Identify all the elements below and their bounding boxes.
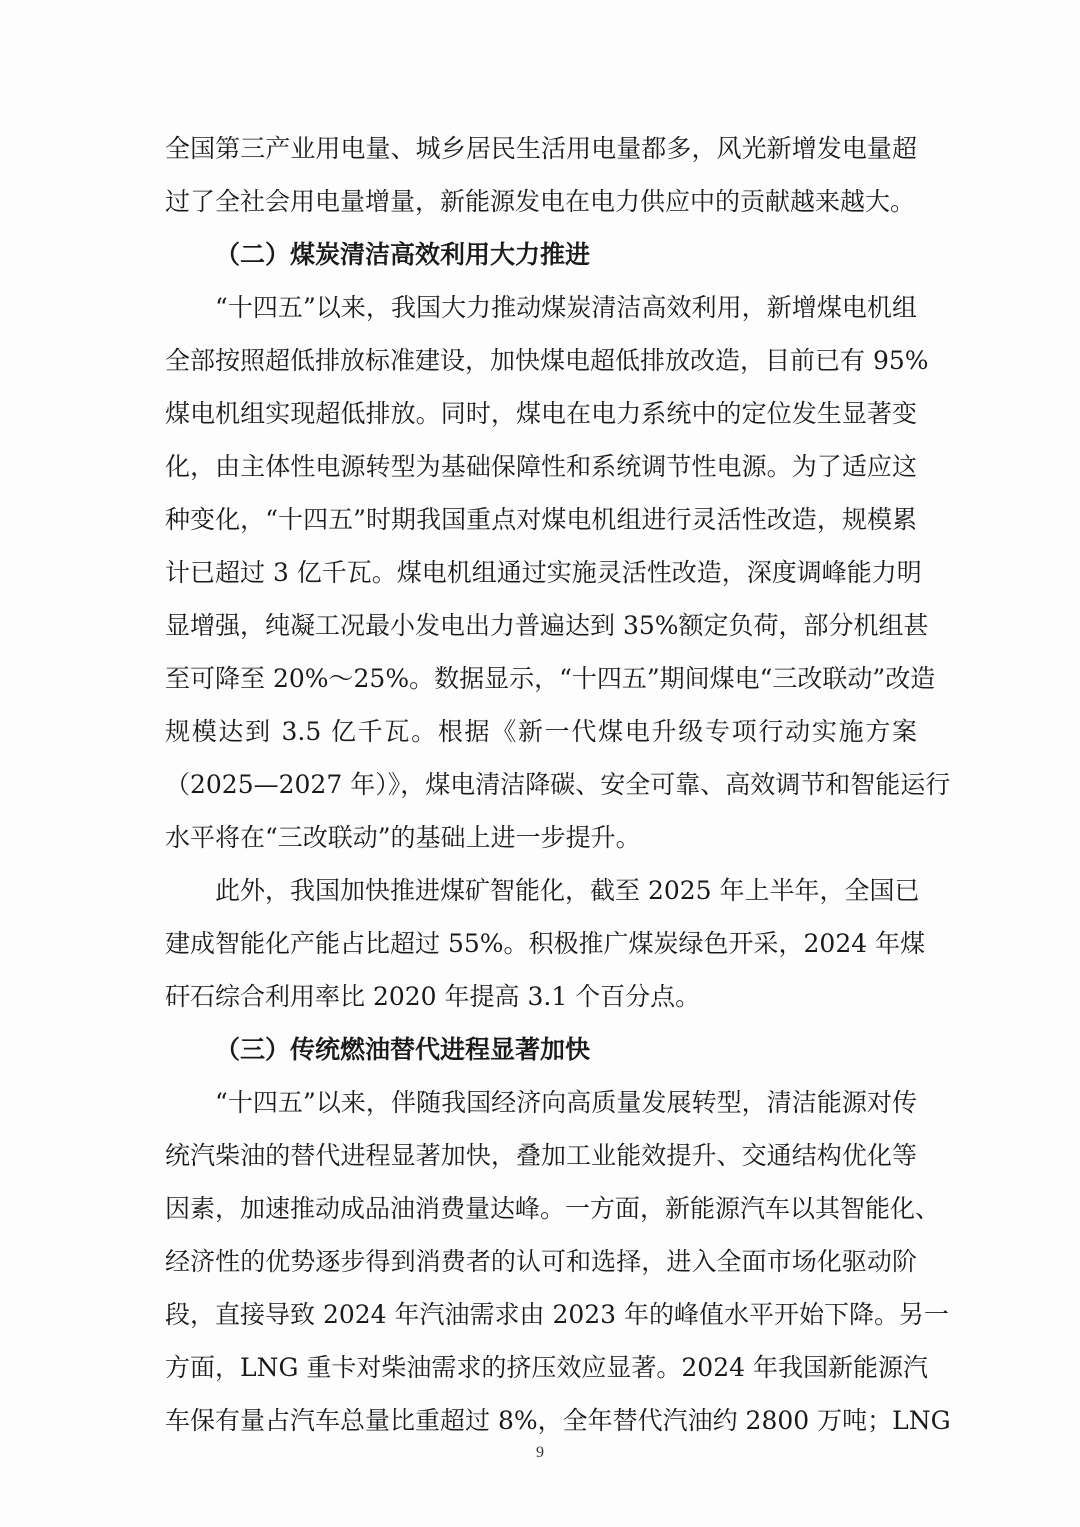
paragraph bbox=[165, 281, 951, 864]
text-line: 车保有量占汽车总量比重超过 8%，全年替代汽油约 2800 万吨；LNG bbox=[165, 1406, 951, 1435]
text-line: 因素，加速推动成品油消费量达峰。一方面，新能源汽车以其智能化、 bbox=[165, 1194, 941, 1223]
text-line: 规模达到 3.5 亿千瓦。根据《新一代煤电升级专项行动实施方案 bbox=[165, 717, 917, 746]
text-line: 煤电机组实现超低排放。同时，煤电在电力系统中的定位发生显著变 bbox=[165, 399, 917, 428]
text-line: 全国第三产业用电量、城乡居民生活用电量都多，风光新增发电量超 bbox=[165, 134, 917, 163]
text-line: 种变化，“十四五”时期我国重点对煤电机组进行灵活性改造，规模累 bbox=[165, 505, 917, 534]
page-number: 9 bbox=[536, 1444, 544, 1461]
text-line: 水平将在“三改联动”的基础上进一步提升。 bbox=[165, 823, 641, 852]
text-line: （2025—2027 年）》，煤电清洁降碳、安全可靠、高效调节和智能运行 bbox=[165, 770, 951, 799]
text-line: 经济性的优势逐步得到消费者的认可和选择，进入全面市场化驱动阶 bbox=[165, 1247, 917, 1276]
section-heading: （二）煤炭清洁高效利用大力推进 bbox=[215, 240, 591, 269]
text-line: 建成智能化产能占比超过 55%。积极推广煤炭绿色开采，2024 年煤 bbox=[165, 929, 926, 958]
document-body bbox=[165, 122, 951, 1447]
text-line: “十四五”以来，我国大力推动煤炭清洁高效利用，新增煤电机组 bbox=[215, 293, 917, 322]
text-line: 此外，我国加快推进煤矿智能化，截至 2025 年上半年，全国已 bbox=[215, 876, 920, 905]
text-line: 至可降至 20%～25%。数据显示，“十四五”期间煤电“三改联动”改造 bbox=[165, 664, 936, 693]
text-line: 计已超过 3 亿千瓦。煤电机组通过实施灵活性改造，深度调峰能力明 bbox=[165, 558, 922, 587]
paragraph bbox=[165, 122, 917, 228]
text-line: 全部按照超低排放标准建设，加快煤电超低排放改造，目前已有 95% bbox=[165, 346, 929, 375]
text-line: “十四五”以来，伴随我国经济向高质量发展转型，清洁能源对传 bbox=[215, 1088, 917, 1117]
paragraph bbox=[165, 1076, 951, 1447]
text-line: 过了全社会用电量增量，新能源发电在电力供应中的贡献越来越大。 bbox=[165, 187, 916, 216]
text-line: 矸石综合利用率比 2020 年提高 3.1 个百分点。 bbox=[165, 982, 701, 1011]
text-line: 统汽柴油的替代进程显著加快，叠加工业能效提升、交通结构优化等 bbox=[165, 1141, 917, 1170]
text-line: 方面，LNG 重卡对柴油需求的挤压效应显著。2024 年我国新能源汽 bbox=[165, 1353, 928, 1382]
paragraph bbox=[165, 864, 926, 1023]
text-line: 显增强，纯凝工况最小发电出力普遍达到 35%额定负荷，部分机组甚 bbox=[165, 611, 929, 640]
section-heading: （三）传统燃油替代进程显著加快 bbox=[215, 1035, 591, 1064]
text-line: 段，直接导致 2024 年汽油需求由 2023 年的峰值水平开始下降。另一 bbox=[165, 1300, 950, 1329]
text-line: 化，由主体性电源转型为基础保障性和系统调节性电源。为了适应这 bbox=[165, 452, 917, 481]
